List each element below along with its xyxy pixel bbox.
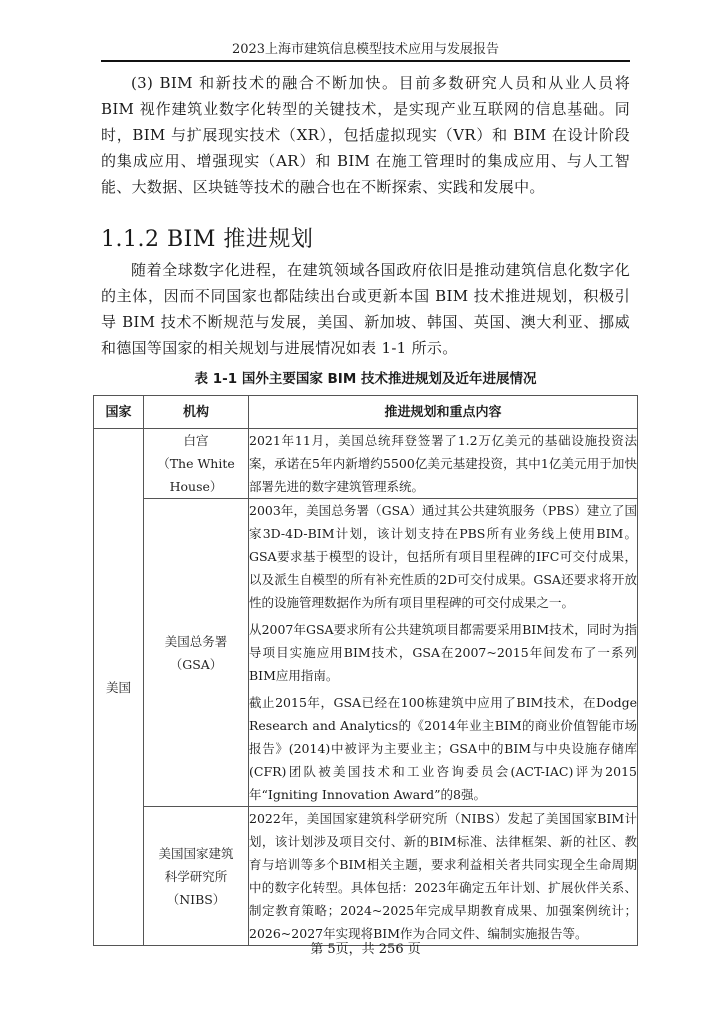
content-cell-white-house	[249, 429, 638, 499]
table-row	[94, 499, 638, 807]
page-number: 第 5页，共 256 页	[310, 942, 421, 957]
content-paragraph: 2003年，美国总务署（GSA）通过其公共建筑服务（PBS）建立了国家3D-4D-BIM计划，该计划支持在PBS所有业务线上使用BIM。GSA要求基于模型的设计，包括所有项目里程碑的IFC可交付成果，以及派生自模型的所有补充性质的2D可交付成果。GSA还要求将开放性的设施管理数据作为所有项目里程碑的可交付成果之一。	[249, 503, 637, 610]
org-cell-nibs	[144, 807, 249, 946]
table-row	[94, 807, 638, 946]
paragraph-bim-new-tech: (3) BIM 和新技术的融合不断加快。目前多数研究人员和从业人员将 BIM 视作建筑业数字化转型的关键技术，是实现产业互联网的信息基础。同时，BIM 与扩展现实技术（XR），包括虚拟现实（VR）和 BIM 在设计阶段的集成应用、增强现实（AR）和 BIM 在施工管理时的集成应用、与人工智能、大数据、区块链等技术的融合也在不断探索、实践和发展中。	[101, 74, 630, 196]
org-line: 美国总务署	[164, 633, 228, 649]
paragraph-bim-planning: 随着全球数字化进程，在建筑领域各国政府依旧是推动建筑信息化数字化的主体，因而不同国家也都陆续出台或更新本国 BIM 技术推进规划，积极引导 BIM 技术不断规范与发展，美国、新加坡、韩国、英国、澳大利亚、挪威和德国等国家的相关规划与进展情况如表 1-1 所示。	[101, 261, 630, 357]
running-header: 2023上海市建筑信息模型技术应用与发展报告	[231, 42, 500, 57]
country-cell: 美国	[94, 429, 144, 946]
content-paragraph: 2021年11月，美国总统拜登签署了1.2万亿美元的基础设施投资法案，承诺在5年内新增约5500亿美元基建投资，其中1亿美元用于加快部署先进的数字建筑管理系统。	[249, 433, 637, 494]
content-paragraph: 2022年，美国国家建筑科学研究所（NIBS）发起了美国国家BIM计划，该计划涉及项目交付、新的BIM标准、法律框架、新的社区、教育与培训等多个BIM相关主题，要求利益相关者共同实现全生命周期中的数字化转型。具体包括：2023年确定五年计划、扩展伙伴关系、制定教育策略；2024~2025年完成早期教育成果、加强案例统计；2026~2027年实现将BIM作为合同文件、编制实施报告等。	[249, 811, 637, 941]
org-line: 科学研究所	[164, 868, 228, 884]
org-line: （GSA）	[169, 656, 223, 672]
org-cell-white-house	[144, 429, 249, 499]
section-heading: 1.1.2 BIM 推进规划	[101, 227, 314, 252]
org-line: （The White	[157, 456, 235, 471]
header-rule	[101, 60, 630, 62]
table-row	[94, 429, 638, 499]
content-paragraph: 从2007年GSA要求所有公共建筑项目都需要采用BIM技术，同时为指导项目实施应用BIM技术，GSA在2007~2015年间发布了一系列BIM应用指南。	[249, 622, 637, 683]
table-caption: 表 1-1 国外主要国家 BIM 技术推进规划及近年进展情况	[194, 371, 537, 387]
header-content: 推进规划和重点内容	[249, 396, 638, 429]
org-line: 美国国家建筑	[158, 845, 234, 861]
org-line: House）	[169, 479, 223, 494]
header-country: 国家	[94, 396, 144, 429]
header-organization: 机构	[144, 396, 249, 429]
table-header-row	[94, 396, 638, 429]
org-cell-gsa	[144, 499, 249, 807]
org-line: 白宫	[183, 433, 209, 448]
bim-plan-table	[93, 395, 638, 946]
content-cell-nibs	[249, 807, 638, 946]
content-paragraph: 截止2015年，GSA已经在100栋建筑中应用了BIM技术，在Dodge Research and Analytics的《2014年业主BIM的商业价值智能市场报告》(2014)中被评为主要业主；GSA中的BIM与中央设施存储库(CFR)团队被美国技术和工业咨询委员会(ACT-IAC)评为2015年“Igniting Innovation Award”的8强。	[249, 695, 637, 802]
org-line: （NIBS）	[166, 891, 226, 907]
content-cell-gsa	[249, 499, 638, 807]
